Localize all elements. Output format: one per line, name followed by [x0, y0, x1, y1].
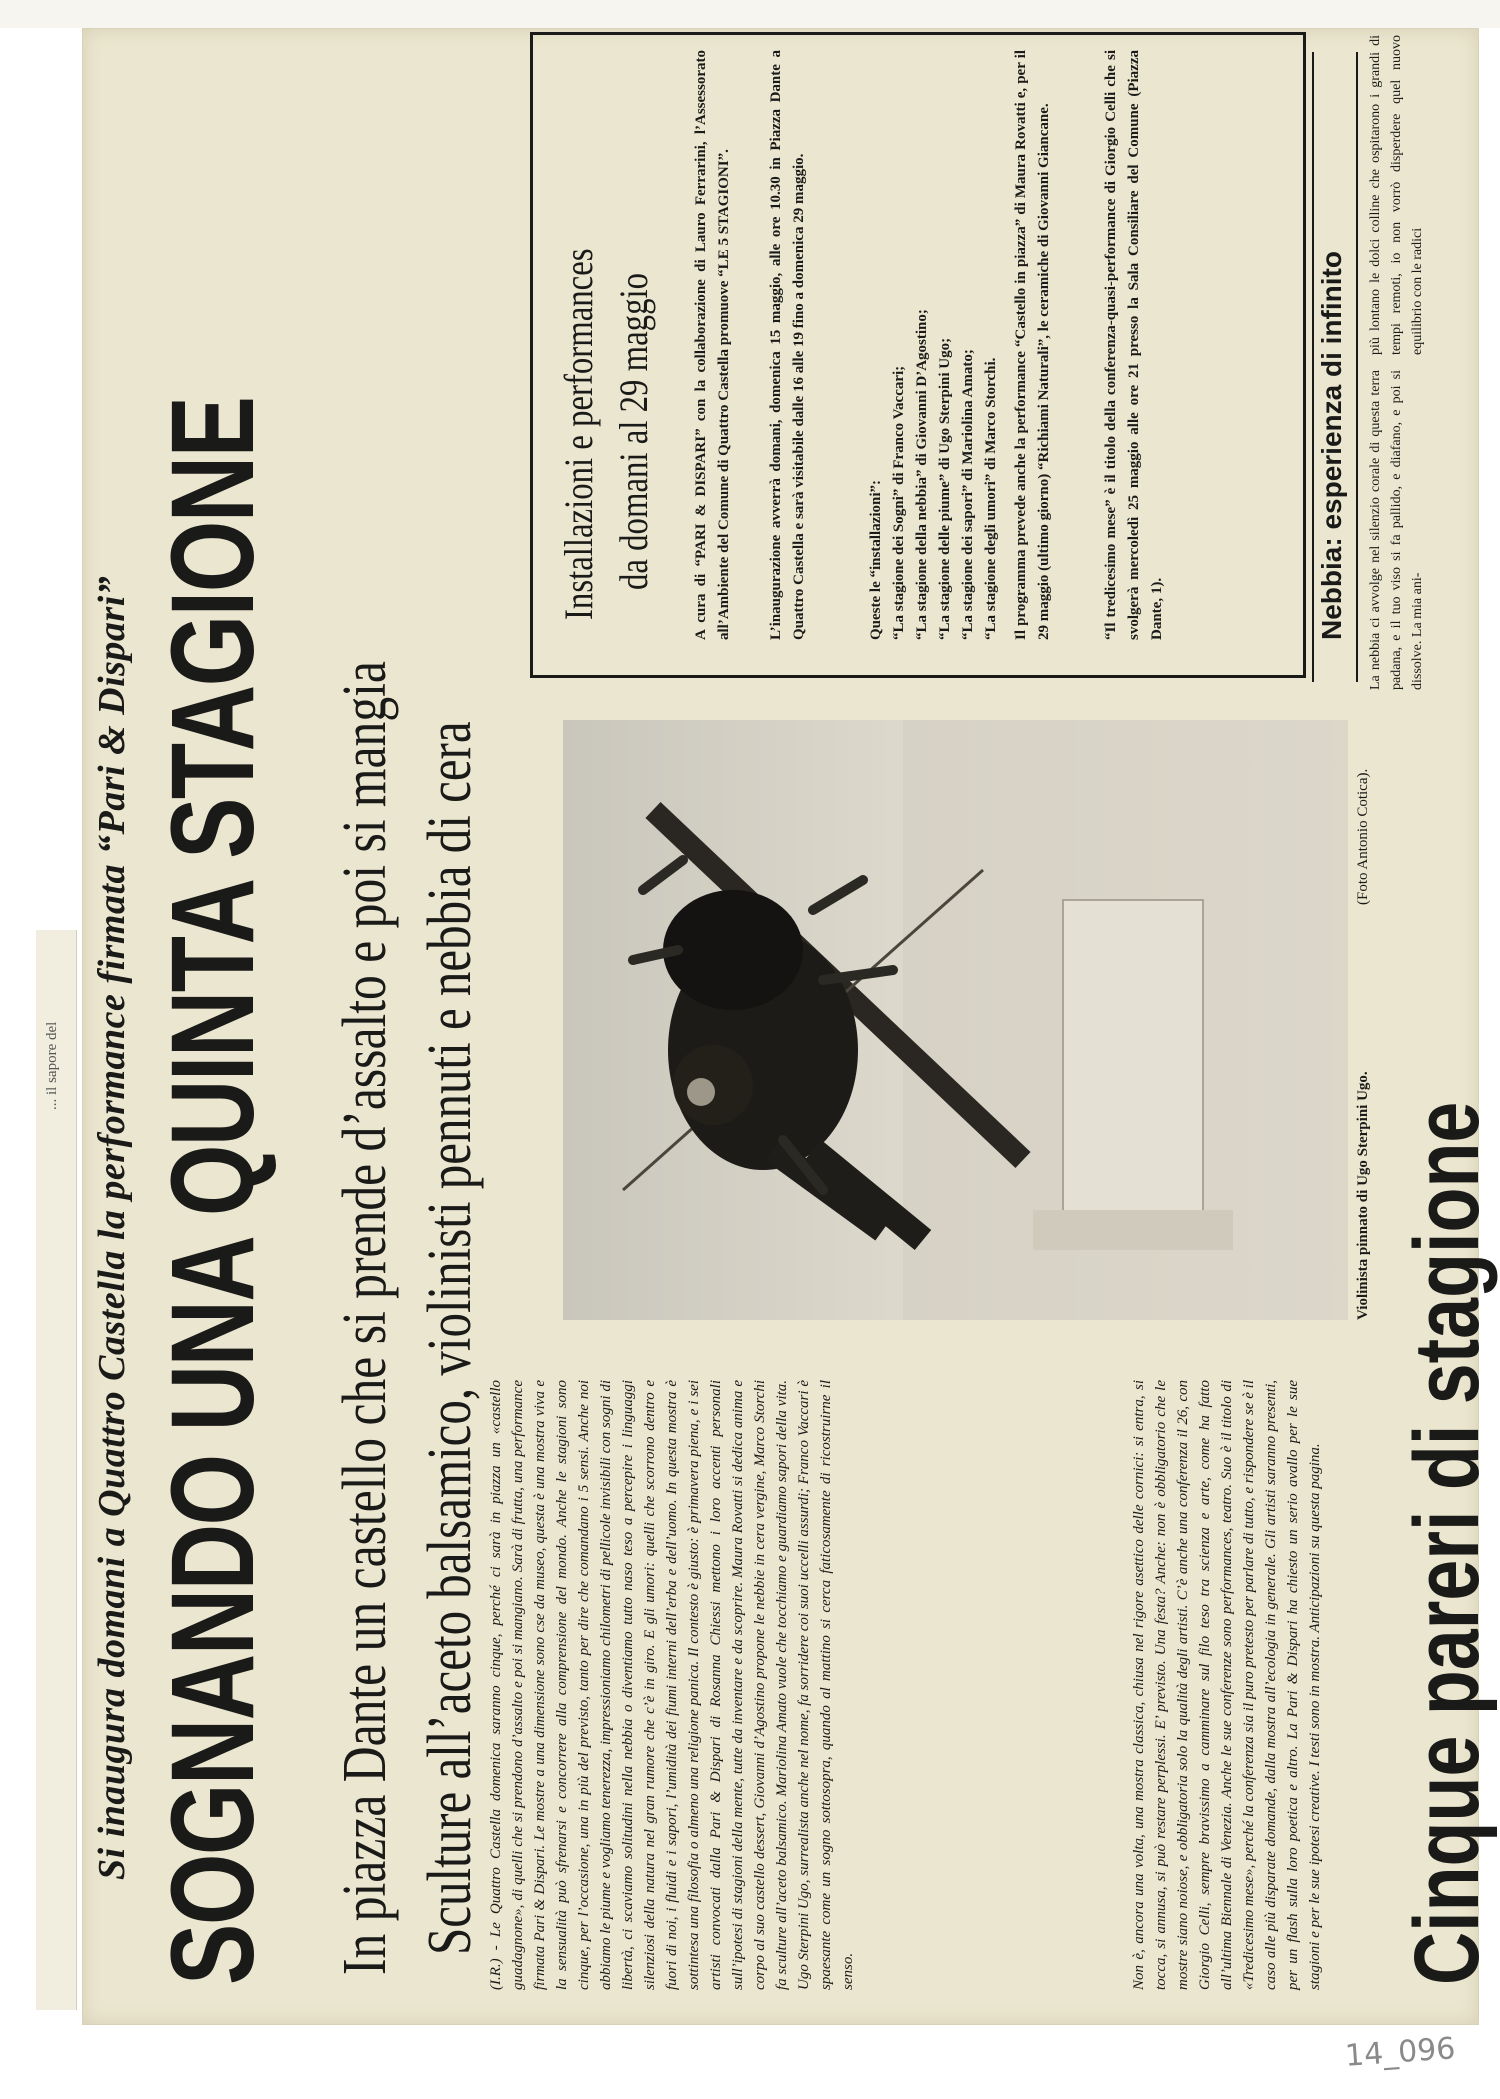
subhead-1: In piazza Dante un castello che si prende d’assalto e poi si mangia	[331, 661, 399, 1975]
info-box-p2: L’inaugurazione avverrà domani, domenica 15 maggio, alle ore 10.30 in Piazza Dante a Quattro Castella e sarà visitabile dalle 16 alle 19 fino a domenica 29 maggio.	[768, 50, 807, 640]
violinist-sculpture-image	[563, 720, 1348, 1320]
info-box-p1: A cura di “PARI & DISPARI” con la collaborazione di Lauro Ferrarini, l’Assessorato all’Ambiente del Comune di Quattro Castella promuove “LE 5 STAGIONI”.	[693, 50, 732, 640]
kicker: Si inaugura domani a Quattro Castella la performance firmata “Pari & Dispari”	[91, 575, 133, 1880]
info-box-title-1: Installazioni e performances	[556, 248, 601, 620]
headline: SOGNANDO UNA QUINTA STAGIONE	[147, 397, 279, 1985]
adjacent-clipping-fragment	[36, 930, 77, 2010]
article-photo	[563, 720, 1348, 1320]
info-box-item-4: “La stagione dei sapori” di Mariolina Amato;	[960, 349, 976, 640]
archive-number: 14_096	[1343, 2031, 1457, 2074]
info-box-title-2: da domani al 29 maggio	[611, 272, 656, 590]
info-box-item-5: “La stagione degli umori” di Marco Storchi.	[983, 357, 999, 640]
photo-credit: (Foto Antonio Cotica).	[1355, 768, 1371, 905]
article-paragraph-2: Non è, ancora una volta, una mostra classica, chiusa nel rigore asettico delle cornici: si entra, si tocca, si annusa, si può restare perplessi. E’ previsto. Una festa? Anche: non è obbligatorio che le mostre siano noiose, e obbligatoria solo la qualità degli artisti. C’è anche una conferenza il 26, con Giorgio Celli, sempre bravissimo a camminare sul filo teso tra scienza e arte, come ha fatto all’ultima Biennale di Venezia. Anche le sue conferenze sono performances, teatro. Suo è il titolo di «Tredicesimo mese», perché la conferenza sia il puro pretesto per parlare di tutto, e rispondere se è il caso alle più disparate domande, dalla mostra all’ecologia in generale. Gli artisti saranno presenti, per un flash sulla loro poetica e altro. La Pari & Dispari ha chiesto un serio avallo per le sue stagioni e per le sue ipotesi creative. I testi sono in mostra. Anticipazioni su questa pagina.	[1131, 1380, 1323, 1990]
info-box-p3: Queste le “installazioni”:	[868, 480, 884, 640]
photo-caption: Violinista pinnato di Ugo Sterpini Ugo.	[1355, 1071, 1371, 1320]
info-box-item-1: “La stagione dei Sogni” di Franco Vaccari;	[891, 365, 907, 640]
info-box-item-2: “La stagione della nebbia” di Giovanni D’Agostino;	[914, 309, 930, 640]
info-box-p4: Il programma prevede anche la performance “Castello in piazza” di Maura Rovatti e, per il 29 maggio (ultimo giorno) “Richiami Naturali”, le ceramiche di Giovanni Giancane.	[1013, 50, 1052, 640]
nebbia-col-1: La nebbia ci avvolge nel silenzio corale di questa terra padana, e il tuo viso si fa pallido, e diafano, e poi si dissolve. La mia ani-	[1368, 370, 1425, 690]
nebbia-col-2: più lontano le dolci colline che ospitarono i grandi di tempi remoti, io non vorrò disperdere quel nuovo equilibrio con le radici	[1368, 35, 1425, 355]
article-paragraph-1: (I.R.) - Le Quattro Castella domenica saranno cinque, perché ci sarà in piazza un «castello guadagnone», di quelli che si prendono d’assalto e poi si mangiano. Sarà di frutta, una performance firmata Pari & Dispari. Le mostre a una dimensione sono cse da museo, questa è una mostra viva e la sensualità può sfrenarsi e concorrere alla comprensione del mondo. Anche le stagioni sono cinque, per l’occasione, una in più del previsto, tanto per dire che comandano i 5 sensi. Anche noi abbiamo le piume e vogliamo tenerezza, impressioniamo chilometri di pellicole invisibili con sogni di libertà, ci scaviamo solitudini nella nebbia o diventiamo tutto naso teso a percepire i linguaggi silenziosi della natura nel gran rumore che c’è in giro. E gli umori: quelli che scorrono dentro e fuori di noi, i fluidi e i sapori, l’umidità dei fiumi interni dell’erba e dell’uomo. In questa mostra è sottintesa una filosofia o almeno una religione panica. Il contesto è giusto: è primavera piena, e i sei artisti convocati dalla Pari & Dispari di Rosanna Chiessi mettono i loro accenti personali sull’ipotesi di stagioni della mente, tutte da inventare e da scoprire. Maura Rovatti si dedica anima e corpo al suo castello dessert, Giovanni d’Agostino propone le nebbie in cera vergine, Marco Storchi fa sculture all’aceto balsamico. Mariolina Amato vuole che tocchiamo e guardiamo sapori della vita. Ugo Sterpini Ugo, surrealista anche nel nome, fa sorridere coi suoi uccelli assurdi; Franco Vaccari è spaesante come un sogno sottosopra, quando al mattino si cerca faticosamente di ricostruirne il senso.	[488, 1380, 856, 1990]
subhead-2: Sculture all’aceto balsamico, violinisti pennuti e nebbia di cera	[416, 721, 484, 1955]
bottom-headline: Cinque pareri di stagione	[1396, 1101, 1498, 1985]
info-box-p5: “Il tredicesimo mese” è il titolo della conferenza-quasi-performance di Giorgio Celli che si svolgerà mercoledì 25 maggio alle ore 21 presso la Sala Consiliare del Comune (Piazza Dante, 1).	[1103, 50, 1165, 640]
nebbia-title: Nebbia: esperienza di infinito	[1316, 251, 1347, 640]
scan-top-margin	[0, 0, 1500, 28]
info-box-item-3: “La stagione delle piume” di Ugo Sterpini Ugo;	[937, 337, 953, 640]
edge-fragment-text: ... il sapore del	[44, 1021, 60, 1110]
